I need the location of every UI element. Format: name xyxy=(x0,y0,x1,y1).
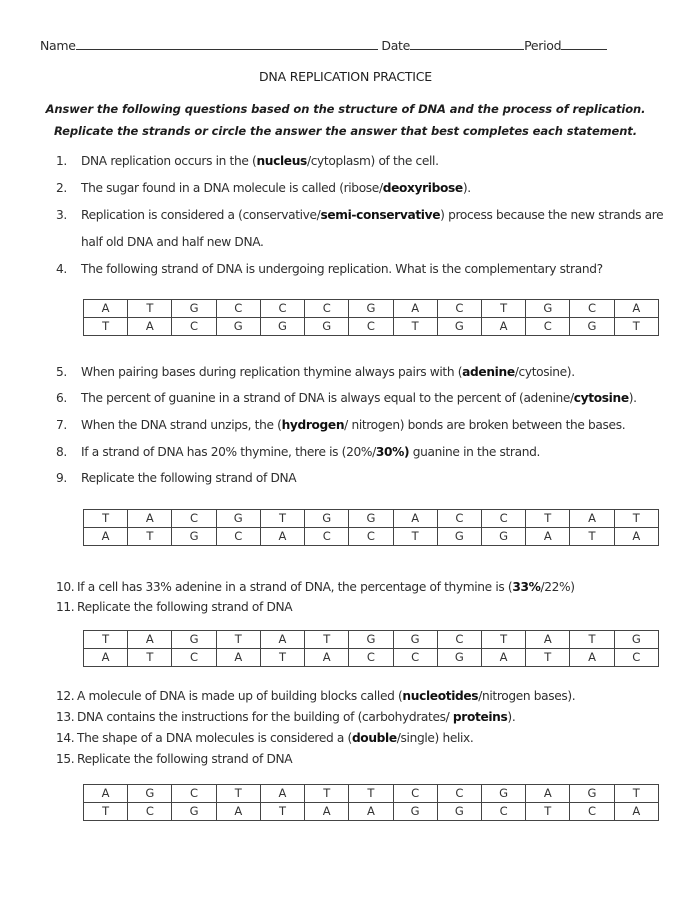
complement-base-cell[interactable]: A xyxy=(349,803,393,821)
template-base-cell: G xyxy=(349,631,393,649)
template-base-cell: A xyxy=(614,300,658,318)
complement-base-cell[interactable]: G xyxy=(393,803,437,821)
complement-base-cell[interactable]: G xyxy=(305,318,349,336)
complement-base-cell[interactable]: T xyxy=(260,803,304,821)
complement-base-cell[interactable]: T xyxy=(128,528,172,546)
complement-base-cell[interactable]: A xyxy=(216,649,260,667)
complement-base-cell[interactable]: C xyxy=(216,528,260,546)
template-base-cell: G xyxy=(305,510,349,528)
answer: deoxyribose xyxy=(382,181,463,195)
template-base-cell: G xyxy=(481,785,525,803)
template-base-cell: C xyxy=(172,785,216,803)
complement-base-cell[interactable]: C xyxy=(393,649,437,667)
complement-base-cell[interactable]: G xyxy=(437,318,481,336)
template-base-cell: T xyxy=(260,510,304,528)
complement-base-cell[interactable]: A xyxy=(481,318,525,336)
template-base-cell: T xyxy=(481,631,525,649)
student-info-line xyxy=(40,37,607,53)
question-15: 15. Replicate the following strand of DNA xyxy=(56,752,293,766)
template-base-cell: T xyxy=(84,631,128,649)
answer: nucleotides xyxy=(402,689,479,703)
template-base-cell: T xyxy=(526,510,570,528)
page-title: DNA REPLICATION PRACTICE xyxy=(259,69,432,84)
complement-base-cell[interactable]: A xyxy=(128,318,172,336)
template-base-cell: G xyxy=(614,631,658,649)
complement-base-cell[interactable]: A xyxy=(84,528,128,546)
complement-base-cell[interactable]: A xyxy=(614,803,658,821)
template-strand-row xyxy=(84,631,659,649)
template-base-cell: G xyxy=(570,785,614,803)
complement-strand-row xyxy=(84,803,659,821)
question-8: 8. If a strand of DNA has 20% thymine, there is (20%/30%) guanine in the strand. xyxy=(56,445,540,459)
complement-base-cell[interactable]: T xyxy=(614,318,658,336)
complement-base-cell[interactable]: C xyxy=(614,649,658,667)
template-base-cell: A xyxy=(260,631,304,649)
template-base-cell: A xyxy=(260,785,304,803)
question-7: 7. When the DNA strand unzips, the (hydrogen/ nitrogen) bonds are broken between the bases. xyxy=(56,418,626,432)
complement-base-cell[interactable]: G xyxy=(437,649,481,667)
question-5: 5. When pairing bases during replication thymine always pairs with (adenine/cytosine). xyxy=(56,365,575,379)
dna-strand-table-2 xyxy=(83,509,659,546)
complement-base-cell[interactable]: C xyxy=(526,318,570,336)
date-label: Date xyxy=(381,38,411,53)
template-base-cell: T xyxy=(481,300,525,318)
question-10: 10. If a cell has 33% adenine in a strand of DNA, the percentage of thymine is (33%/22%) xyxy=(56,580,575,594)
complement-base-cell[interactable]: A xyxy=(526,528,570,546)
template-base-cell: G xyxy=(349,510,393,528)
complement-base-cell[interactable]: C xyxy=(481,803,525,821)
complement-base-cell[interactable]: T xyxy=(84,803,128,821)
template-base-cell: A xyxy=(526,785,570,803)
date-field[interactable] xyxy=(410,37,524,50)
question-13: 13. DNA contains the instructions for the building of (carbohydrates/ proteins). xyxy=(56,710,516,724)
template-base-cell: A xyxy=(526,631,570,649)
complement-base-cell[interactable]: A xyxy=(481,649,525,667)
answer: 30%) xyxy=(375,445,410,459)
template-base-cell: C xyxy=(260,300,304,318)
complement-base-cell[interactable]: A xyxy=(216,803,260,821)
template-base-cell: T xyxy=(349,785,393,803)
template-base-cell: A xyxy=(128,631,172,649)
complement-base-cell[interactable]: T xyxy=(526,803,570,821)
dna-strand-table-1 xyxy=(83,299,659,336)
instructions-line-1: Answer the following questions based on the structure of DNA and the process of replication. xyxy=(45,102,646,116)
answer: cytosine xyxy=(573,391,629,405)
question-2: 2. The sugar found in a DNA molecule is called (ribose/deoxyribose). xyxy=(56,181,471,195)
complement-base-cell[interactable]: A xyxy=(305,803,349,821)
question-4: 4. The following strand of DNA is undergoing replication. What is the complementary strand? xyxy=(56,262,603,276)
answer: proteins xyxy=(452,710,508,724)
question-12: 12. A molecule of DNA is made up of building blocks called (nucleotides/nitrogen bases). xyxy=(56,689,576,703)
name-field[interactable] xyxy=(76,37,378,50)
complement-base-cell[interactable]: T xyxy=(393,528,437,546)
template-base-cell: A xyxy=(570,510,614,528)
complement-base-cell[interactable]: G xyxy=(570,318,614,336)
complement-base-cell[interactable]: G xyxy=(437,803,481,821)
question-9: 9. Replicate the following strand of DNA xyxy=(56,471,297,485)
complement-base-cell[interactable]: C xyxy=(128,803,172,821)
template-base-cell: T xyxy=(216,631,260,649)
question-11: 11. Replicate the following strand of DNA xyxy=(56,600,293,614)
complement-base-cell[interactable]: G xyxy=(172,803,216,821)
answer: adenine xyxy=(462,365,515,379)
instructions-line-2: Replicate the strands or circle the answer the answer that best completes each statement. xyxy=(54,124,637,138)
template-strand-row xyxy=(84,300,659,318)
template-base-cell: C xyxy=(393,785,437,803)
template-base-cell: G xyxy=(349,300,393,318)
answer: 33% xyxy=(512,580,541,594)
complement-base-cell[interactable]: T xyxy=(570,528,614,546)
complement-base-cell[interactable]: T xyxy=(260,649,304,667)
template-base-cell: A xyxy=(84,785,128,803)
name-label: Name xyxy=(40,38,76,53)
template-base-cell: C xyxy=(216,300,260,318)
answer: double xyxy=(351,731,397,745)
template-base-cell: C xyxy=(437,300,481,318)
template-base-cell: G xyxy=(172,631,216,649)
template-base-cell: T xyxy=(128,300,172,318)
complement-base-cell[interactable]: G xyxy=(216,318,260,336)
complement-base-cell[interactable]: C xyxy=(172,318,216,336)
complement-base-cell[interactable]: T xyxy=(128,649,172,667)
period-field[interactable] xyxy=(561,37,607,50)
template-base-cell: A xyxy=(128,510,172,528)
period-label: Period xyxy=(524,38,562,53)
template-base-cell: G xyxy=(526,300,570,318)
template-base-cell: C xyxy=(305,300,349,318)
dna-strand-table-4 xyxy=(83,784,659,821)
template-base-cell: C xyxy=(172,510,216,528)
complement-strand-row xyxy=(84,318,659,336)
question-1: 1. DNA replication occurs in the (nucleus/cytoplasm) of the cell. xyxy=(56,154,439,168)
template-base-cell: T xyxy=(305,785,349,803)
answer: hydrogen xyxy=(281,418,345,432)
complement-base-cell[interactable]: T xyxy=(84,318,128,336)
template-base-cell: G xyxy=(172,300,216,318)
question-14: 14. The shape of a DNA molecules is considered a (double/single) helix. xyxy=(56,731,474,745)
template-base-cell: T xyxy=(614,510,658,528)
answer: semi-conservative xyxy=(320,208,441,222)
complement-base-cell[interactable]: T xyxy=(526,649,570,667)
complement-base-cell[interactable]: G xyxy=(437,528,481,546)
answer: nucleus xyxy=(256,154,307,168)
template-base-cell: T xyxy=(570,631,614,649)
complement-base-cell[interactable]: C xyxy=(349,318,393,336)
complement-base-cell[interactable]: A xyxy=(260,528,304,546)
template-base-cell: G xyxy=(128,785,172,803)
template-base-cell: T xyxy=(84,510,128,528)
template-base-cell: C xyxy=(437,631,481,649)
template-strand-row xyxy=(84,510,659,528)
template-base-cell: A xyxy=(393,510,437,528)
complement-base-cell[interactable]: A xyxy=(305,649,349,667)
template-base-cell: C xyxy=(437,510,481,528)
template-base-cell: G xyxy=(216,510,260,528)
complement-base-cell[interactable]: A xyxy=(614,528,658,546)
question-3: 3. Replication is considered a (conservative/semi-conservative) process because the new strands are xyxy=(56,208,664,222)
complement-base-cell[interactable]: A xyxy=(570,649,614,667)
question-6: 6. The percent of guanine in a strand of DNA is always equal to the percent of (adenine/cytosine). xyxy=(56,391,637,405)
complement-base-cell[interactable]: G xyxy=(481,528,525,546)
complement-base-cell[interactable]: A xyxy=(84,649,128,667)
complement-base-cell[interactable]: C xyxy=(349,528,393,546)
complement-base-cell[interactable]: C xyxy=(349,649,393,667)
template-base-cell: T xyxy=(305,631,349,649)
template-base-cell: T xyxy=(614,785,658,803)
complement-strand-row xyxy=(84,649,659,667)
template-base-cell: A xyxy=(84,300,128,318)
template-base-cell: C xyxy=(570,300,614,318)
complement-base-cell[interactable]: C xyxy=(570,803,614,821)
dna-strand-table-3 xyxy=(83,630,659,667)
complement-base-cell[interactable]: T xyxy=(393,318,437,336)
question-3-continuation: half old DNA and half new DNA. xyxy=(81,235,264,249)
complement-base-cell[interactable]: C xyxy=(305,528,349,546)
template-base-cell: C xyxy=(481,510,525,528)
complement-base-cell[interactable]: G xyxy=(260,318,304,336)
template-strand-row xyxy=(84,785,659,803)
complement-base-cell[interactable]: C xyxy=(172,649,216,667)
complement-base-cell[interactable]: G xyxy=(172,528,216,546)
template-base-cell: G xyxy=(393,631,437,649)
complement-strand-row xyxy=(84,528,659,546)
template-base-cell: T xyxy=(216,785,260,803)
template-base-cell: A xyxy=(393,300,437,318)
template-base-cell: C xyxy=(437,785,481,803)
